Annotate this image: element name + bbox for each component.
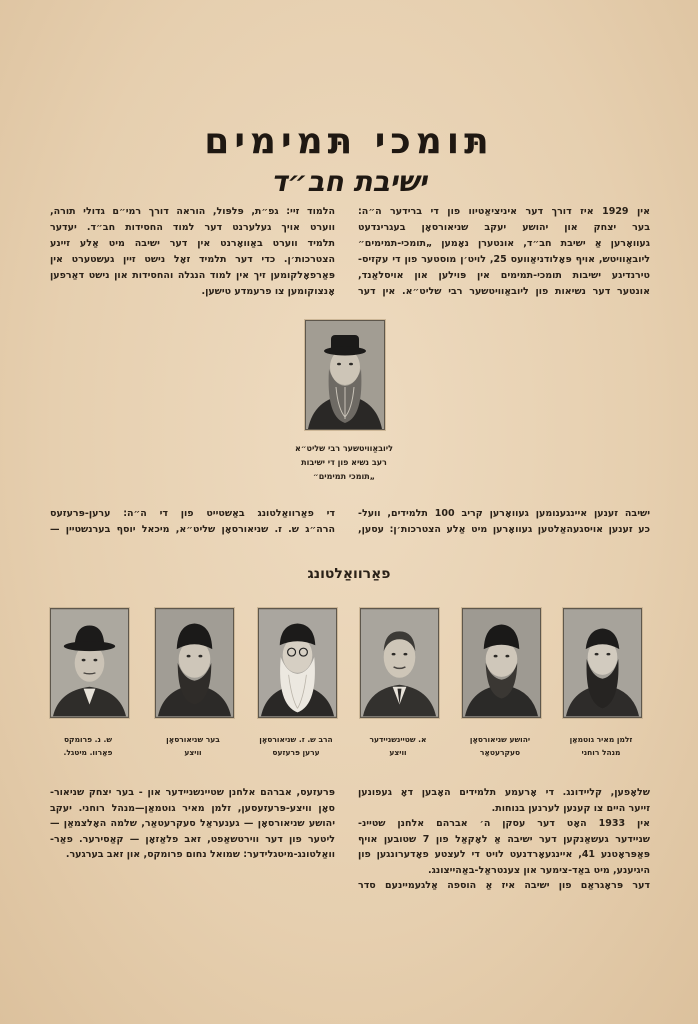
face: [283, 637, 313, 673]
text-line: שלאָפען, קליידונג. די אָרעמע תלמידים האָבען דאָ געפונען: [358, 787, 650, 798]
text-line: אין 1929 איז דורך דער איניציאַטיוו פון די ברידער ה״ה:: [358, 206, 650, 217]
eye: [198, 655, 202, 658]
board-member-photo-frumkes: [50, 608, 129, 718]
member-role: וויצע: [389, 748, 407, 757]
middle-left-column: [50, 506, 335, 538]
caption-line: „תומכי תמימים״: [313, 472, 375, 481]
eye: [595, 653, 599, 656]
text-line: אונטער דער נשיאות פון ליובאַוויטשער רבי שליט״א. אין דער: [358, 286, 650, 297]
eye: [93, 659, 97, 662]
text-line: בער יצחק און יהושע יעקב שניאורסאָן בעגרינדעט: [358, 222, 650, 233]
text-line: כע זענען אויסגעהאַלטען געוואָרען מיט אַלע הצטרכות׳ן: עסען,: [358, 524, 650, 535]
board-member-caption: [33, 733, 143, 759]
board-member-photo-shteynshnayder: [360, 608, 439, 718]
text-line: הצטרכות׳ן. כדי דער תלמיד זאָל נישט זיין געשטערט אין: [50, 254, 335, 265]
eye: [505, 655, 509, 658]
member-role: ערען פּרעזעס: [272, 748, 320, 757]
text-line: אין 1933 האָט דער עסקן ה׳ אברהם אלחנן שטיינ-: [358, 818, 650, 829]
text-line: יהושע שניאורסאָן — גענעראַל סעקרעטאַר, שלמה האָלצמאַן —: [50, 818, 335, 829]
member-name: יהושע שניאורסאָן: [469, 735, 531, 744]
text-line: ליובאַוויטש, אויף פּאָלודניאַוועס 25, לויט׳ן מוסטער פון די עקזיס-: [358, 254, 650, 265]
eye: [82, 659, 86, 662]
board-member-caption: [445, 733, 555, 759]
text-line: אָנצוקומען צו פרעמדע טישען.: [201, 286, 335, 297]
caption-line: ליובאַוויטשער רבי שליט״א: [295, 444, 393, 453]
portrait-image: [463, 609, 540, 717]
text-line: פּאַפּראָטנע 41, איינגעאָרדנעט לויט די לעצטע פאָדערונגען פון: [358, 849, 650, 860]
board-member-caption: [241, 733, 351, 759]
board-member-caption: [343, 733, 453, 759]
eye: [392, 653, 396, 656]
member-role: סעקרעטאַר: [479, 748, 521, 757]
portrait-image: [156, 609, 233, 717]
eye: [606, 653, 610, 656]
hat-brim: [324, 347, 366, 356]
board-member-photo-yehoshua: [462, 608, 541, 718]
board-member-caption: [546, 733, 656, 759]
eye: [187, 655, 191, 658]
intro-right-column: [358, 204, 650, 300]
text-line: ישיבה זענען איינגענומען געוואָרען קריב 100 תלמידים, וועל-: [358, 508, 651, 519]
text-line: פּרעזעס, אברהם אלחנן שטיינשניידער און - בער יצחק שניאור-: [50, 787, 335, 798]
board-heading: פאַרוואַלטונג: [307, 566, 391, 582]
page-title: תּומכי תּמימים: [204, 121, 494, 162]
member-role: פאַרוו. מיטגל.: [63, 748, 113, 757]
text-line: הרה״ג ש. ז. שניאורסאָן שליט״א, מיכאל יוסף בערנשטיין —: [50, 524, 335, 535]
text-line: ליטער פון דער ווירטשאַפט, זאב פלאַזאָן — קאַסירער. פאַר-: [50, 833, 335, 845]
eye: [403, 653, 407, 656]
eye: [337, 363, 341, 366]
portrait-image: [361, 609, 438, 717]
rebbe-portrait-caption: [264, 442, 424, 484]
text-line: וואַלטונג-מיטגלידער: שמואל נחום פרומקס, און זאב בערגער.: [65, 849, 335, 860]
intro-left-column: [50, 204, 335, 300]
member-role: מנהל רוחני: [581, 748, 621, 757]
page-subtitle: ישיבת חב״ד: [270, 165, 428, 198]
text-line: הלמוד זיי: גפ״ת, פּלפּול, הוראה דורך רמי״ם גדולי תורה,: [50, 206, 335, 217]
text-line: תלמיד ווערט באַוואָרנט אין דער ישיבה מיט אַלע זיינע: [50, 238, 335, 249]
text-line: די פאַרוואַלטונג באַשטייט פון די ה״ה: ערען-פּרעזעס: [50, 508, 335, 519]
board-member-photo-gutman: [563, 608, 642, 718]
face: [486, 641, 518, 677]
member-name: ש. נ. פרומקס: [63, 735, 113, 744]
hat-brim: [64, 641, 115, 651]
text-line: ווערט אויך געלערנט דער למוד החסידות חב״ד. יעדער: [50, 222, 335, 233]
text-line: דער פּראָגראַם פון ישיבה איז אַ הוספה אַלגעמיינעם סדר: [358, 880, 650, 891]
member-name: זלמן מאיר גוטמאַן: [569, 735, 633, 744]
rebbe-portrait-image: [306, 321, 384, 429]
text-line: סאָן וויצע-פּרעזעסען, זלמן מאיר גוטמאַן—מנהל רוחני. יעקב: [50, 802, 335, 814]
member-name: א. שטיינשניידער: [369, 735, 427, 744]
portrait-image: [51, 609, 128, 717]
text-line: פּאַרפאָלקומען זיך אין למוד הנגלה והחסידות און נישט דאַרפען: [50, 270, 335, 281]
portrait-image: [564, 609, 641, 717]
board-member-photo-rav-shneurson: [258, 608, 337, 718]
text-line: שניידער געשאַנקען דער ישיבה אַ לאָקאַל פון 7 שטובען אויף: [358, 833, 650, 845]
closing-right-column: [358, 785, 650, 894]
rebbe-portrait-photo: [305, 320, 385, 430]
member-name: בער שניאורסאָן: [166, 735, 220, 744]
text-line: געוואָרען אַ ישיבת חב״ד, אונטערן נאָמען „תומכי-תמימים״: [358, 238, 650, 249]
middle-right-column: [358, 506, 650, 538]
portrait-image: [259, 609, 336, 717]
text-line: זייער היים צו קענען לערנען בנוחות.: [491, 802, 650, 814]
member-name: הרב ש. ז. שניאורסאָן: [259, 735, 333, 744]
text-line: טירנדיגע ישיבות תומכי-תמימים אין פּוילען און אויסלאַנד,: [358, 270, 650, 281]
board-member-caption: [138, 733, 248, 759]
text-line: היגיענע, מיט באַד-צימער און צענטראַל-באַהייצונג.: [428, 864, 650, 876]
eye: [494, 655, 498, 658]
member-role: וויצע: [184, 748, 202, 757]
closing-left-column: [50, 785, 335, 863]
caption-line: רעב נשיא פון די ישיבות: [301, 458, 387, 467]
board-member-photo-ber: [155, 608, 234, 718]
eye: [349, 363, 353, 366]
